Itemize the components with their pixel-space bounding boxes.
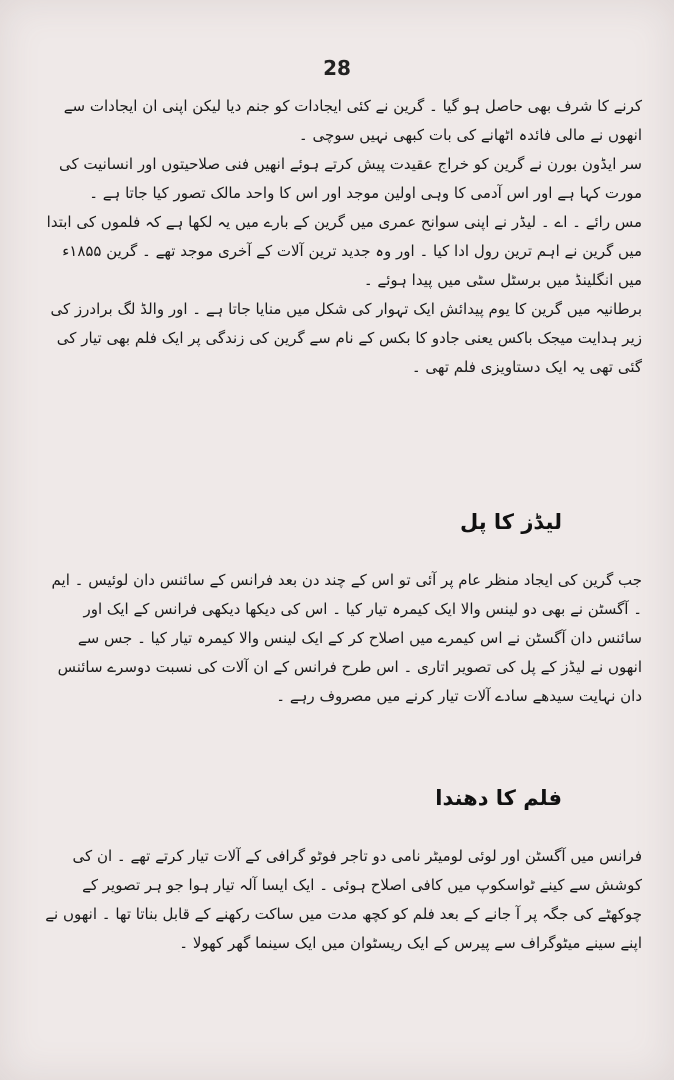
section-3-text [44, 842, 642, 958]
page-number: 28 [323, 56, 351, 80]
paragraph: برطانیہ میں گرین کا یوم پیدائش ایک تہوار کی شکل میں منایا جاتا ہے ۔ اور والڈ لگ برادرز کی زیر ہدایت میجک باکس یعنی جادو کا بکس کے نام سے گرین کی زندگی پر ایک فلم بھی تیار کی گئی تھی یہ ایک دستاویزی فلم تھی ۔ [50, 300, 642, 376]
section-1-text [44, 92, 642, 382]
paragraph: سر ایڈون بورن نے گرین کو خراج عقیدت پیش کرتے ہوئے انھیں فنی صلاحیتوں اور انسانیت کی مورت کہا ہے اور اس آدمی کا وہی اولین موجد اور اس کا واحد مالک تصور کیا جاتا ہے ۔ [58, 155, 642, 202]
section-heading-leeds-bridge: لیڈز کا پل [459, 510, 562, 534]
paragraph: کرنے کا شرف بھی حاصل ہو گیا ۔ گرین نے کئی ایجادات کو جنم دیا لیکن اپنی ان ایجادات سے انھوں نے مالی فائدہ اٹھانے کی بات کبھی نہیں سوچی ۔ [63, 97, 642, 144]
paragraph: جب گرین کی ایجاد منظر عام پر آئی تو اس کے چند دن بعد فرانس کے سائنس دان لوئیس ۔ ایم ۔ آگسٹن نے بھی دو لینس والا ایک کیمرہ تیار کیا ۔ اس کی دیکھا دیکھی فرانس کے ایک اور سائنس دان آگسٹن نے اس کیمرے میں اصلاح کر کے ایک لینس والا کیمرہ تیار کیا ۔ جس سے انھوں نے لیڈز کے پل کی تصویر اتاری ۔ اس طرح فرانس کے ان آلات کی نسبت دوسرے سائنس دان نہایت سیدھے سادے آلات تیار کرنے میں مصروف رہے ۔ [51, 571, 642, 705]
section-2-text [44, 566, 642, 711]
paragraph: مس رائے ۔ اے ۔ لیڈر نے اپنی سوانح عمری میں گرین کے بارے میں یہ لکھا ہے کہ فلموں کی ابتدا میں گرین نے اہم ترین رول ادا کیا ۔ اور وہ جدید ترین آلات کے آخری موجد تھے ۔ گرین ۱۸۵۵ء میں انگلینڈ میں برسٹل سٹی میں پیدا ہوئے ۔ [46, 213, 642, 289]
paragraph: فرانس میں آگسٹن اور لوئی لومیٹر نامی دو تاجر فوٹو گرافی کے آلات تیار کرتے تھے ۔ ان کی کوشش سے کینے ٹواسکوپ میں کافی اصلاح ہوئی ۔ ایک ایسا آلہ تیار ہوا جو ہر تصویر کے چوکھٹے کی جگہ پر آ جانے کے بعد فلم کو کچھ مدت میں ساکت رکھنے کے قابل بناتا تھا ۔ انھوں نے اپنے سینے میٹوگراف سے پیرس کے ایک ریسٹوان میں ایک سینما گھر کھولا ۔ [45, 847, 642, 952]
section-heading-film-business: فلم کا دھندا [435, 786, 562, 810]
